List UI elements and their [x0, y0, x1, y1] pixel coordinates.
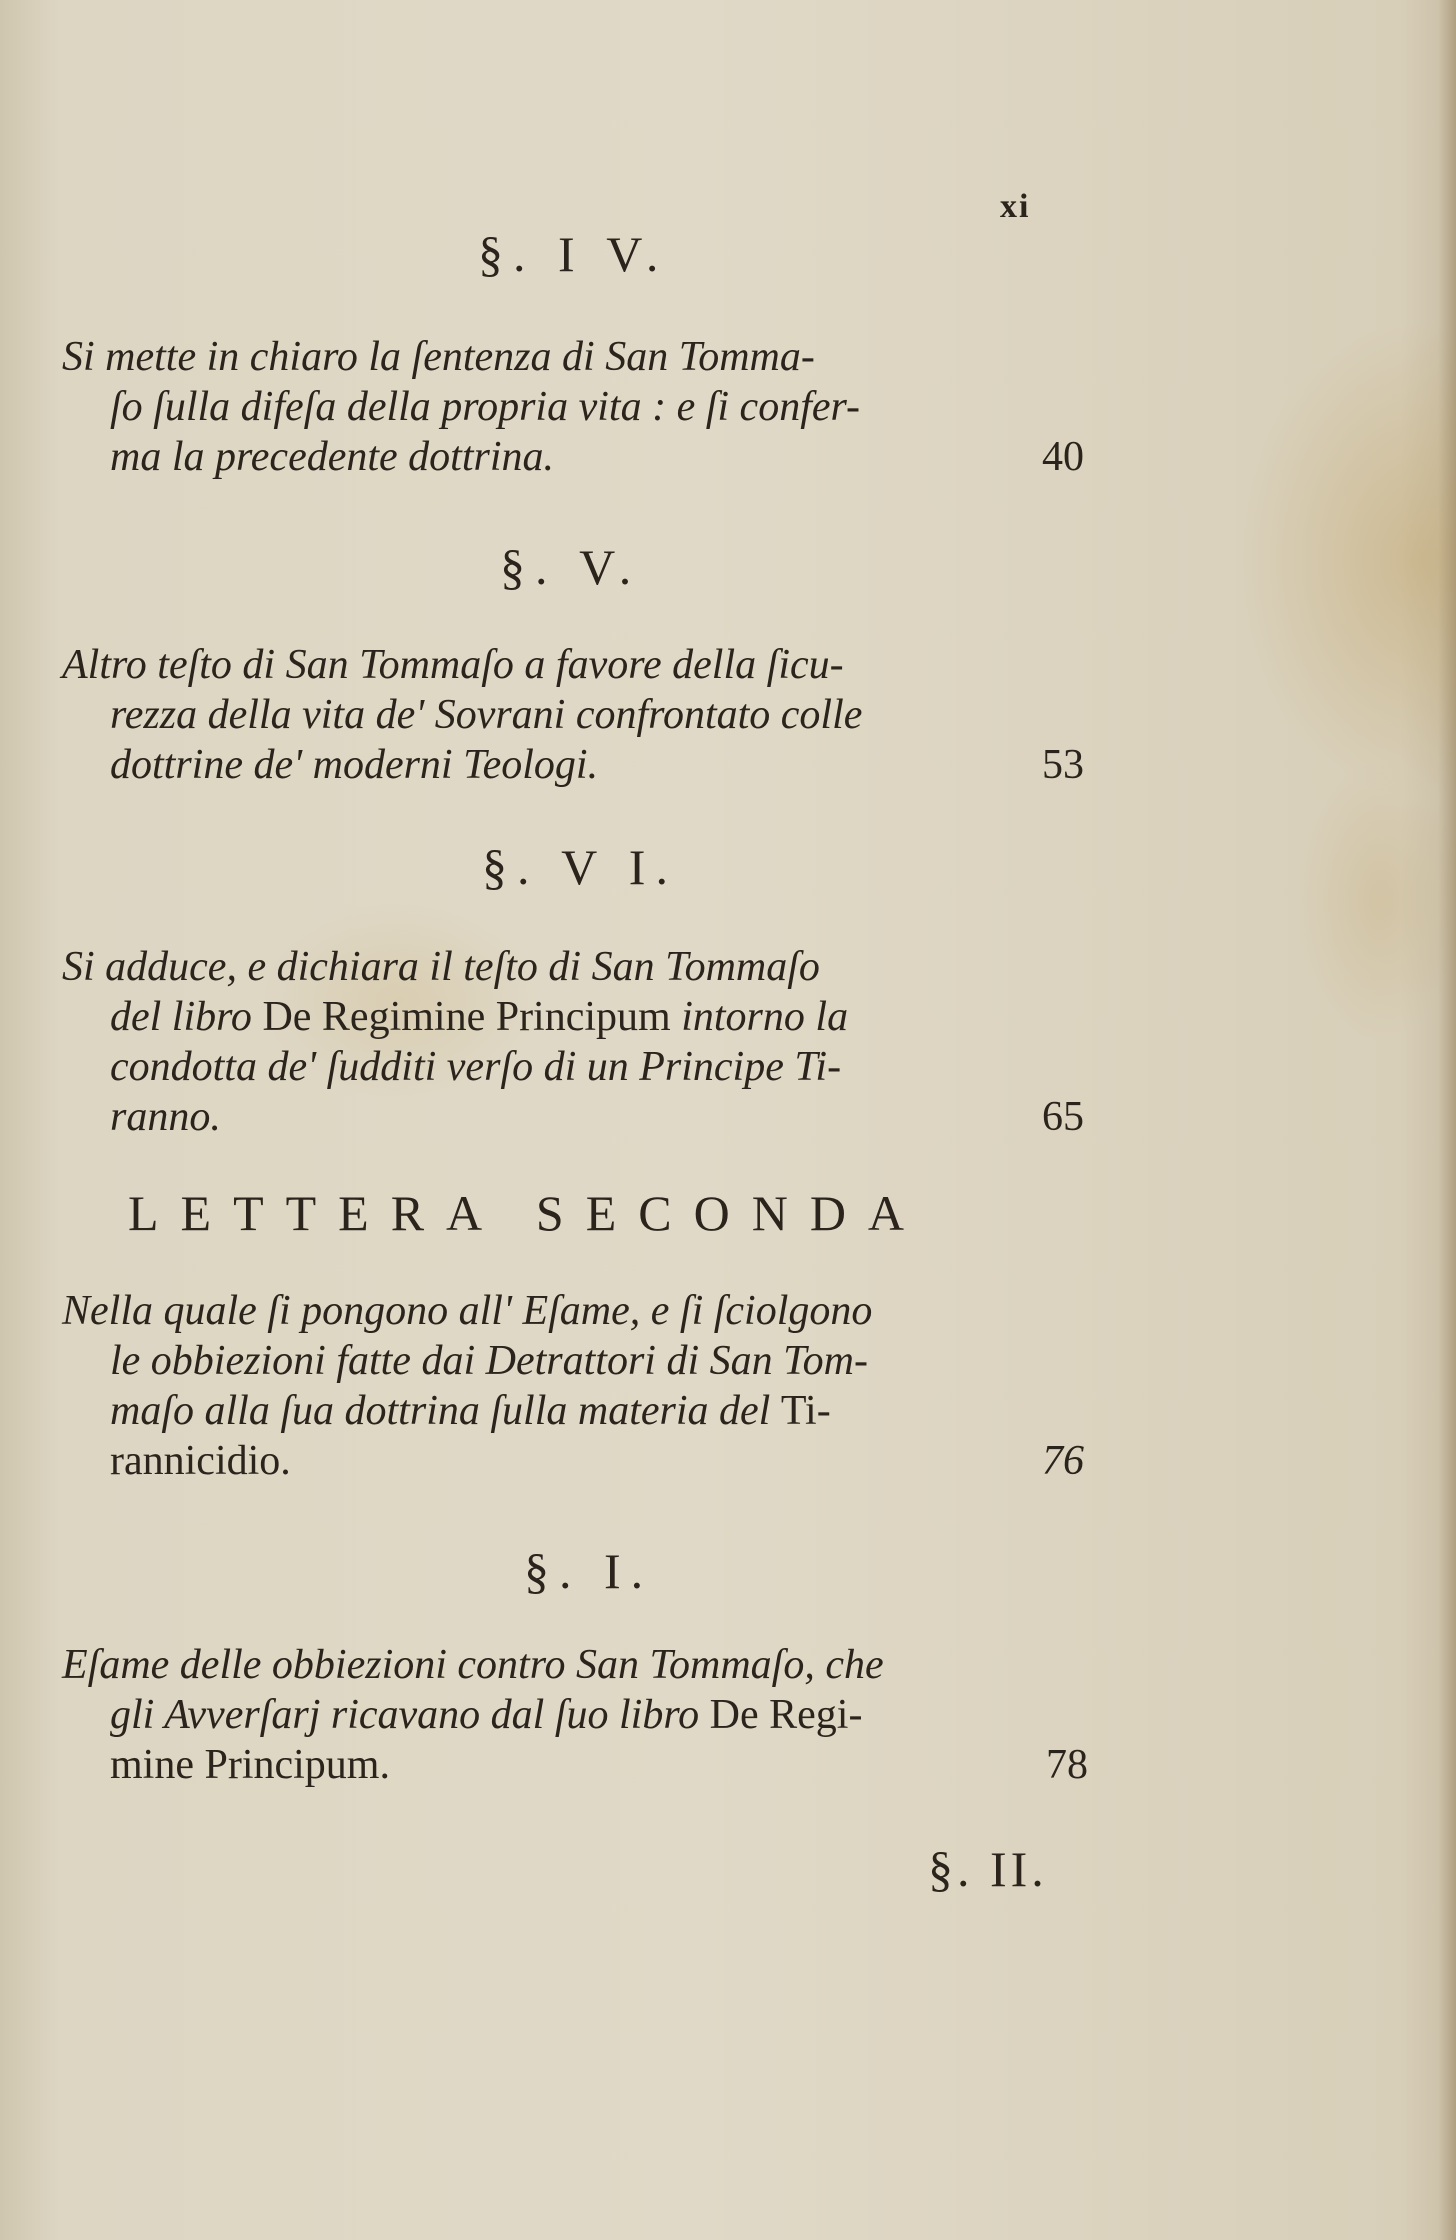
- catchword-section-ii: §. II.: [928, 1841, 1048, 1897]
- section-heading-iv: §. I V.: [478, 226, 669, 282]
- toc-line: [62, 1386, 1102, 1436]
- page-number: 40: [1042, 434, 1084, 480]
- folio-number: xi: [1000, 188, 1031, 225]
- section-heading-v: §. V.: [500, 539, 642, 595]
- page-number: 65: [1042, 1094, 1084, 1140]
- toc-text: intorno la: [681, 994, 849, 1040]
- section-heading-vi: §. V I.: [482, 839, 678, 895]
- toc-text: Ti-: [780, 1388, 831, 1434]
- toc-line: Nella quale ſi pongono all' Eſame, e ſi ſciolgono: [62, 1288, 873, 1334]
- toc-entry-iv: [62, 332, 1102, 482]
- toc-line: le obbiezioni fatte dai Detrattori di San Tom-: [110, 1338, 868, 1384]
- toc-line: ranno.: [110, 1094, 221, 1140]
- toc-entry-v: [62, 640, 1102, 790]
- page-number: 78: [1046, 1742, 1088, 1788]
- toc-entry-vi: [62, 942, 1102, 1142]
- toc-line: mine Principum.: [110, 1742, 390, 1788]
- toc-line: ſo ſulla difeſa della propria vita : e ſi confer-: [110, 384, 860, 430]
- book-title: De Regimine Principum: [262, 994, 671, 1040]
- toc-entry-i: [62, 1640, 1102, 1790]
- toc-text: gli Avverſarj ricavano dal ſuo libro: [110, 1692, 700, 1738]
- toc-entry-letter: [62, 1286, 1102, 1486]
- letter-heading: LETTERA SECONDA: [128, 1185, 927, 1241]
- toc-line: condotta de' ſudditi verſo di un Principe Ti-: [110, 1044, 842, 1090]
- page-number: 53: [1042, 742, 1084, 788]
- toc-text: maſo alla ſua dottrina ſulla materia del: [110, 1388, 771, 1434]
- toc-line: rannicidio.: [110, 1438, 291, 1484]
- toc-line: [62, 992, 1102, 1042]
- page-edge-shadow: [1438, 0, 1456, 2240]
- toc-line: Altro teſto di San Tommaſo a favore della ſicu-: [62, 642, 844, 688]
- toc-line: Si adduce, e dichiara il teſto di San Tommaſo: [62, 944, 820, 990]
- toc-line: Si mette in chiaro la ſentenza di San Tomma-: [62, 334, 815, 380]
- toc-line: Eſame delle obbiezioni contro San Tommaſo, che: [62, 1642, 884, 1688]
- page-number: 76: [1042, 1438, 1084, 1484]
- toc-text: del libro: [110, 994, 252, 1040]
- toc-line: ma la precedente dottrina.: [110, 434, 555, 480]
- toc-line: [62, 1690, 1102, 1740]
- toc-line: dottrine de' moderni Teologi.: [110, 742, 599, 788]
- book-title: De Regi-: [709, 1692, 863, 1738]
- toc-line: rezza della vita de' Sovrani confrontato colle: [110, 692, 863, 738]
- section-heading-i: §. I.: [524, 1543, 654, 1599]
